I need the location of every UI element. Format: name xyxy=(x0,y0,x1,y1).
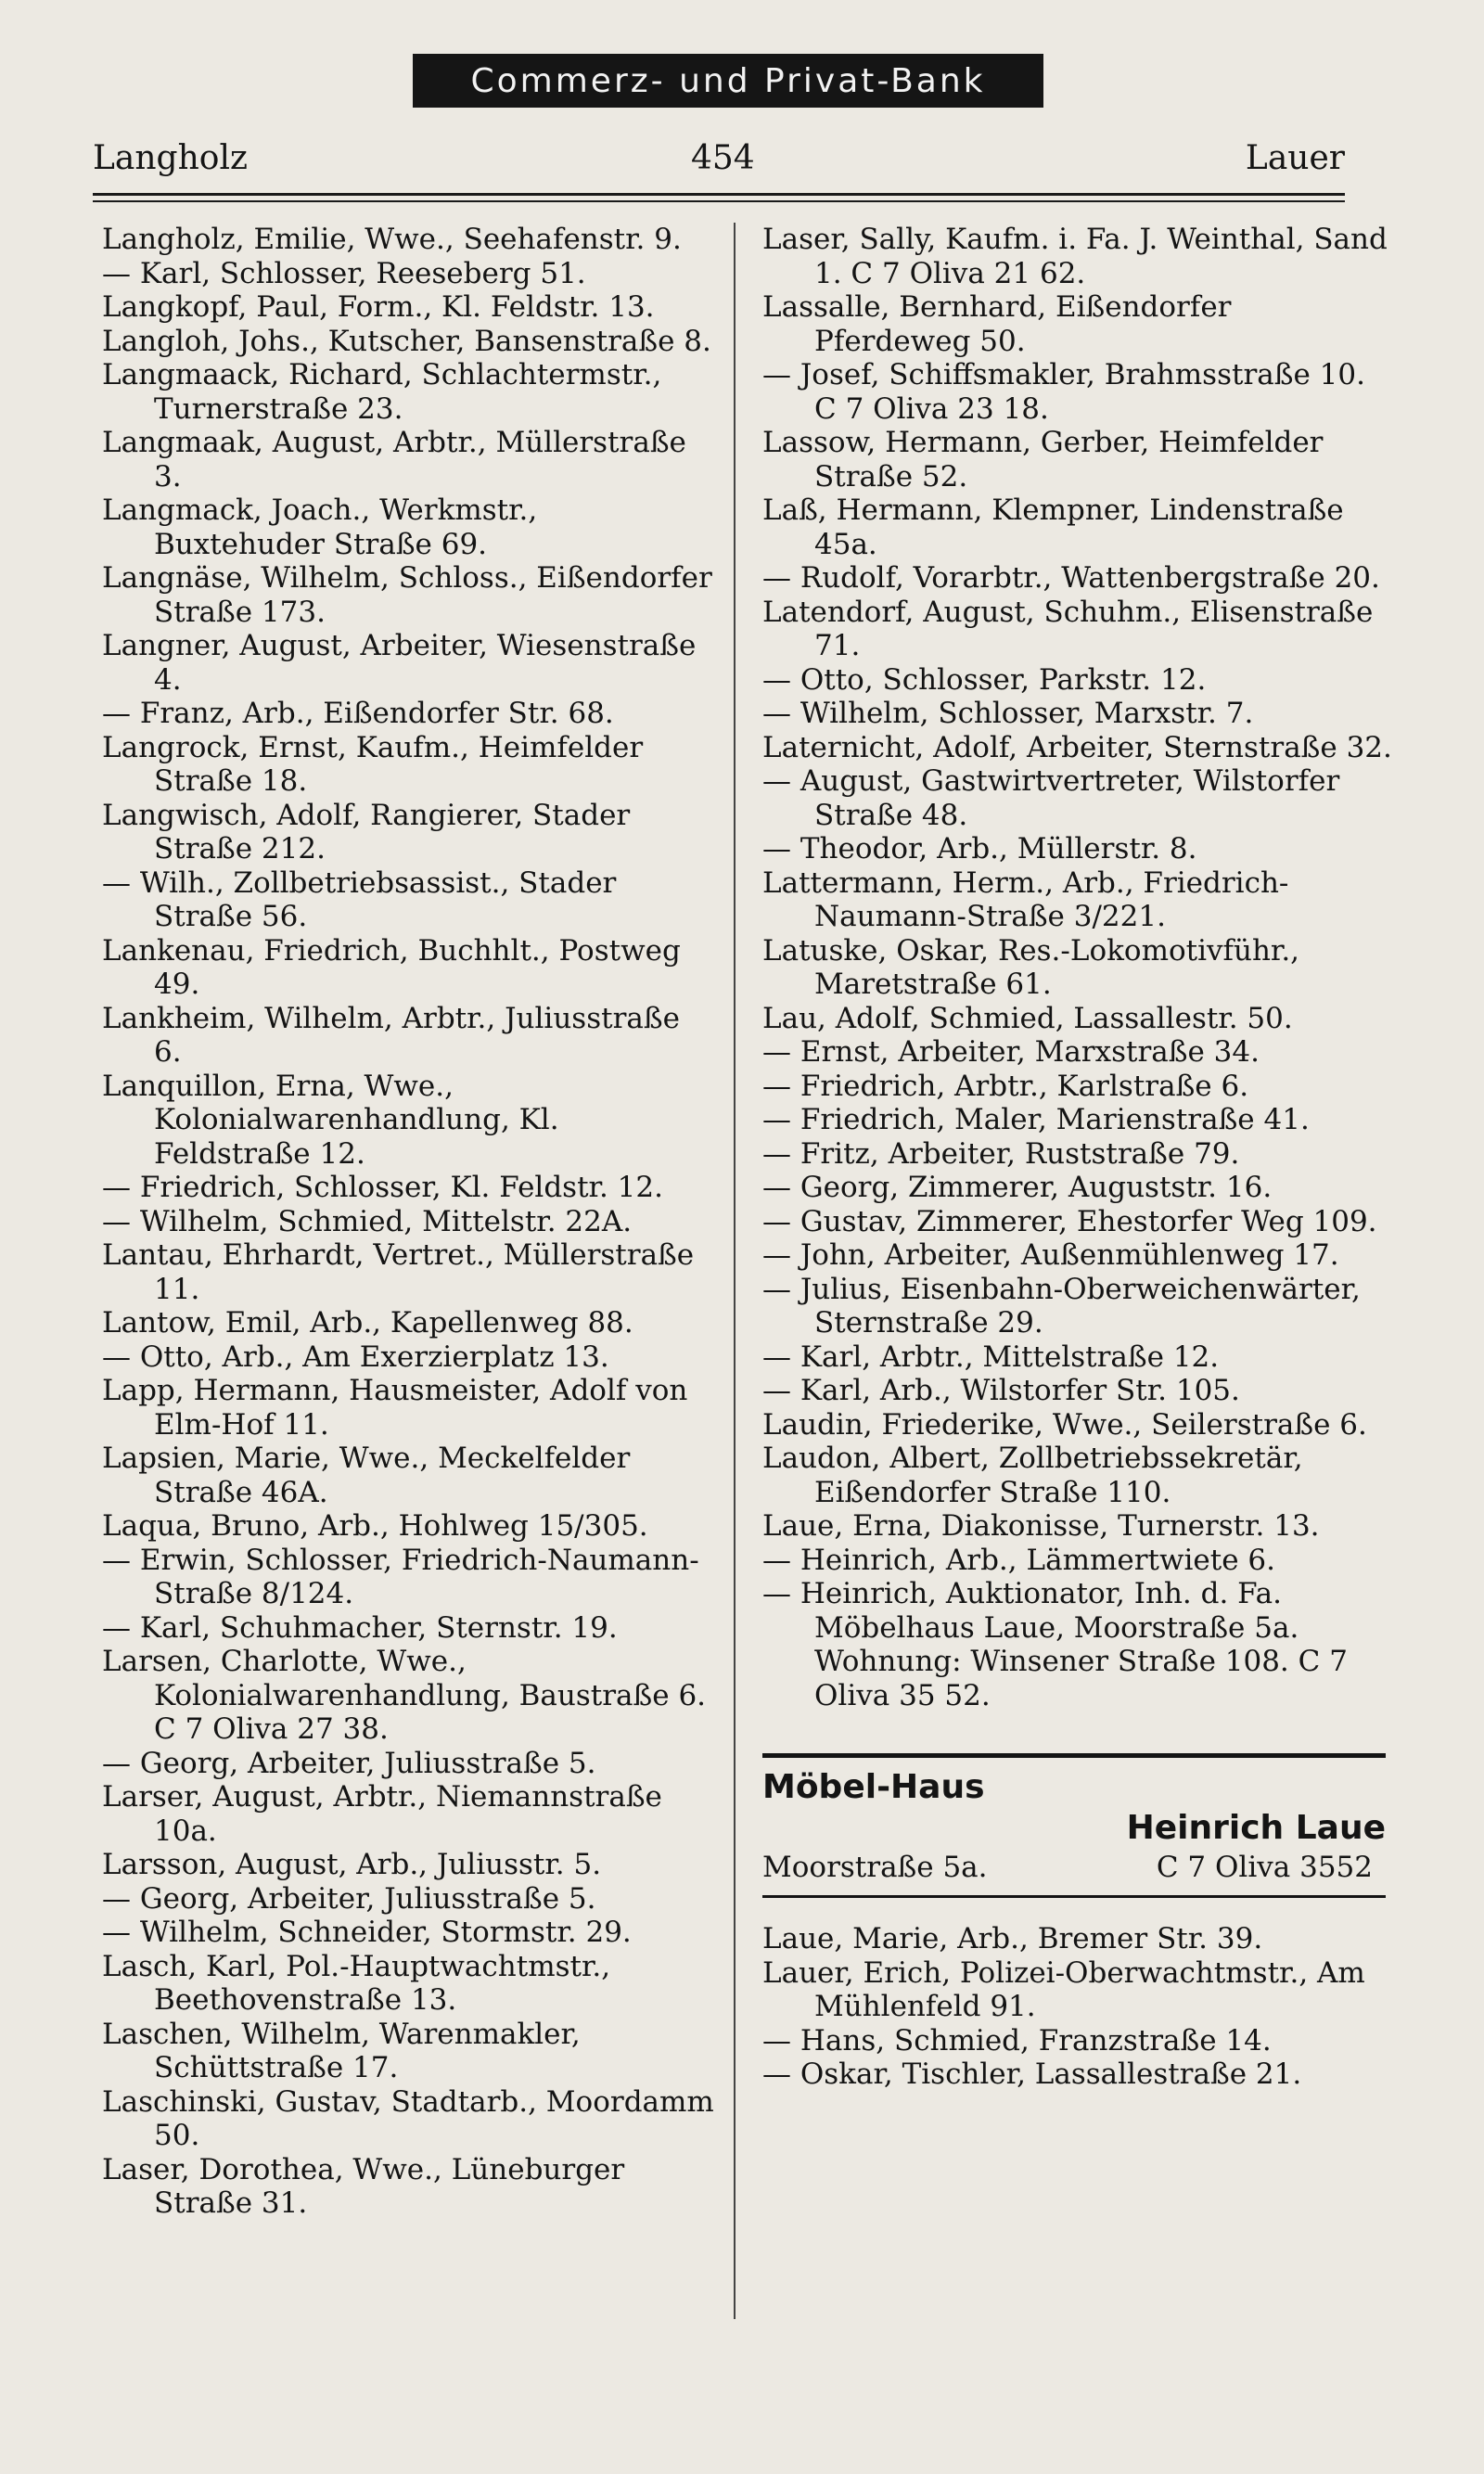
directory-entry: Laser, Sally, Kaufm. i. Fa. J. Weinthal, Sand 1. C 7 Oliva 21 62. xyxy=(762,223,1388,290)
directory-entry: Laudon, Albert, Zollbetriebssekretär, Eißendorfer Straße 110. xyxy=(762,1442,1303,1509)
directory-entry: — Friedrich, Arbtr., Karlstraße 6. xyxy=(762,1069,1249,1103)
header-rule-thin xyxy=(93,200,1345,202)
directory-entry: — August, Gastwirtvertreter, Wilstorfer Straße 48. xyxy=(762,764,1340,832)
directory-entry: Lantow, Emil, Arb., Kapellenweg 88. xyxy=(102,1306,633,1340)
directory-entry: — Otto, Arb., Am Exerzierplatz 13. xyxy=(102,1340,609,1374)
directory-entry: — Wilhelm, Schneider, Stormstr. 29. xyxy=(102,1916,632,1949)
directory-entry: — Franz, Arb., Eißendorfer Str. 68. xyxy=(102,697,614,730)
directory-entry: Lauer, Erich, Polizei-Oberwachtmstr., Am Mühlenfeld 91. xyxy=(762,1955,1365,2023)
directory-entry: Lapsien, Marie, Wwe., Meckelfelder Straße 46A. xyxy=(102,1442,631,1509)
directory-entry: Latuske, Oskar, Res.-Lokomotivführ., Maretstraße 61. xyxy=(762,933,1300,1001)
directory-entry: Langholz, Emilie, Wwe., Seehafenstr. 9. xyxy=(102,223,682,256)
directory-entry: Langner, August, Arbeiter, Wiesenstraße 4. xyxy=(102,629,697,697)
directory-entry: Larsen, Charlotte, Wwe., Kolonialwarenhandlung, Baustraße 6. C 7 Oliva 27 38. xyxy=(102,1645,707,1746)
directory-entry: — Hans, Schmied, Franzstraße 14. xyxy=(762,2023,1272,2057)
directory-entry: Lassalle, Bernhard, Eißendorfer Pferdeweg 50. xyxy=(762,290,1232,358)
directory-entry: Laue, Marie, Arb., Bremer Str. 39. xyxy=(762,1922,1263,1955)
directory-entry: Lanquillon, Erna, Wwe., Kolonialwarenhandlung, Kl. Feldstraße 12. xyxy=(102,1069,559,1171)
directory-entry: Laß, Hermann, Klempner, Lindenstraße 45a. xyxy=(762,494,1344,561)
directory-entry: — Heinrich, Auktionator, Inh. d. Fa. Möbelhaus Laue, Moorstraße 5a. Wohnung: Winsener Straße 108. C 7 Oliva 35 52. xyxy=(762,1577,1348,1712)
right-column xyxy=(762,223,1393,2092)
directory-entry: — Heinrich, Arb., Lämmertwiete 6. xyxy=(762,1543,1276,1577)
directory-entry: — Fritz, Arbeiter, Ruststraße 79. xyxy=(762,1136,1240,1171)
directory-entry: Lassow, Hermann, Gerber, Heimfelder Straße 52. xyxy=(762,426,1324,494)
directory-entry: Lantau, Ehrhardt, Vertret., Müllerstraße 11. xyxy=(102,1238,695,1306)
directory-entry: Laue, Erna, Diakonisse, Turnerstr. 13. xyxy=(762,1509,1320,1543)
left-column xyxy=(102,223,714,2221)
directory-entry: Laser, Dorothea, Wwe., Lüneburger Straße 31. xyxy=(102,2152,625,2220)
directory-entry: Laudin, Friederike, Wwe., Seilerstraße 6. xyxy=(762,1407,1367,1442)
directory-entry: Langnäse, Wilhelm, Schloss., Eißendorfer Straße 173. xyxy=(102,561,712,629)
directory-entry: — Rudolf, Vorarbtr., Wattenbergstraße 20. xyxy=(762,561,1380,595)
directory-entry: — Wilhelm, Schmied, Mittelstr. 22A. xyxy=(102,1204,633,1238)
directory-entry: Larsson, August, Arb., Juliusstr. 5. xyxy=(102,1848,602,1881)
directory-entry: Lapp, Hermann, Hausmeister, Adolf von Elm-Hof 11. xyxy=(102,1374,688,1442)
directory-entry: Lau, Adolf, Schmied, Lassallestr. 50. xyxy=(762,1001,1293,1035)
page-number: 454 xyxy=(691,139,755,177)
ad-owner-name: Heinrich Laue xyxy=(1126,1809,1386,1847)
directory-entry: Laschen, Wilhelm, Warenmakler, Schüttstraße 17. xyxy=(102,2017,581,2084)
directory-entry: Laschinski, Gustav, Stadtarb., Moordamm 50. xyxy=(102,2084,714,2152)
directory-entry: — Josef, Schiffsmakler, Brahmsstraße 10. C 7 Oliva 23 18. xyxy=(762,358,1365,426)
right-column-entries-bottom xyxy=(762,1922,1393,2092)
header-right-keyword: Lauer xyxy=(1245,139,1345,177)
directory-entry: — Erwin, Schlosser, Friedrich-Naumann-Straße 8/124. xyxy=(102,1543,699,1610)
directory-entry: Lankenau, Friedrich, Buchhlt., Postweg 49. xyxy=(102,933,681,1001)
directory-entry: — Julius, Eisenbahn-Oberweichenwärter, Sternstraße 29. xyxy=(762,1272,1361,1340)
directory-entry: Lankheim, Wilhelm, Arbtr., Juliusstraße 6. xyxy=(102,1001,680,1069)
directory-entry: Langmack, Joach., Werkmstr., Buxtehuder Straße 69. xyxy=(102,494,538,561)
column-divider xyxy=(734,223,736,2319)
directory-entry: Langwisch, Adolf, Rangierer, Stader Straße 212. xyxy=(102,798,631,865)
directory-entry: — Georg, Zimmerer, Auguststr. 16. xyxy=(762,1171,1273,1204)
directory-entry: — Oskar, Tischler, Lassallestraße 21. xyxy=(762,2057,1302,2091)
directory-entry: Langkopf, Paul, Form., Kl. Feldstr. 13. xyxy=(102,290,655,324)
directory-entry: Langloh, Johs., Kutscher, Bansenstraße 8. xyxy=(102,324,711,358)
right-column-entries-top xyxy=(762,223,1393,1712)
header-rule xyxy=(93,193,1345,196)
directory-entry: — Wilh., Zollbetriebsassist., Stader Straße 56. xyxy=(102,865,617,933)
directory-entry: — Theodor, Arb., Müllerstr. 8. xyxy=(762,832,1197,865)
directory-entry: Laternicht, Adolf, Arbeiter, Sternstraße 32. xyxy=(762,730,1392,764)
directory-entry: Lasch, Karl, Pol.-Hauptwachtmstr., Beethovenstraße 13. xyxy=(102,1949,611,2017)
directory-entry: — John, Arbeiter, Außenmühlenweg 17. xyxy=(762,1238,1339,1272)
furniture-store-advertisement xyxy=(762,1753,1386,1898)
directory-entry: — Georg, Arbeiter, Juliusstraße 5. xyxy=(102,1881,596,1916)
header-left-keyword: Langholz xyxy=(93,139,248,177)
running-head xyxy=(93,139,1345,186)
directory-entry: Latendorf, August, Schuhm., Elisenstraße 71. xyxy=(762,595,1374,662)
directory-entry: — Friedrich, Maler, Marienstraße 41. xyxy=(762,1103,1310,1136)
directory-entry: Larser, August, Arbtr., Niemannstraße 10a. xyxy=(102,1780,662,1848)
directory-entry: — Karl, Arb., Wilstorfer Str. 105. xyxy=(762,1374,1240,1407)
directory-entry: Langrock, Ernst, Kaufm., Heimfelder Straße 18. xyxy=(102,730,644,798)
directory-entry: Laqua, Bruno, Arb., Hohlweg 15/305. xyxy=(102,1509,648,1543)
directory-entry: — Karl, Arbtr., Mittelstraße 12. xyxy=(762,1340,1220,1374)
ad-phone: C 7 Oliva 3552 xyxy=(1156,1851,1373,1884)
directory-entry: Langmaak, August, Arbtr., Müllerstraße 3. xyxy=(102,426,686,494)
directory-entry: — Georg, Arbeiter, Juliusstraße 5. xyxy=(102,1746,596,1780)
directory-entry: Langmaack, Richard, Schlachtermstr., Turnerstraße 23. xyxy=(102,358,662,426)
directory-entry: — Otto, Schlosser, Parkstr. 12. xyxy=(762,662,1207,697)
directory-entry: — Gustav, Zimmerer, Ehestorfer Weg 109. xyxy=(762,1204,1377,1238)
ad-store-type: Möbel-Haus xyxy=(762,1768,985,1806)
directory-entry: — Karl, Schlosser, Reeseberg 51. xyxy=(102,256,586,290)
directory-entry: — Karl, Schuhmacher, Sternstr. 19. xyxy=(102,1610,618,1645)
directory-entry: — Wilhelm, Schlosser, Marxstr. 7. xyxy=(762,697,1254,730)
directory-entry: — Friedrich, Schlosser, Kl. Feldstr. 12. xyxy=(102,1171,663,1204)
directory-entry: — Ernst, Arbeiter, Marxstraße 34. xyxy=(762,1035,1260,1069)
ad-address: Moorstraße 5a. xyxy=(762,1851,988,1884)
directory-entry: Lattermann, Herm., Arb., Friedrich-Naumann-Straße 3/221. xyxy=(762,865,1289,933)
bank-banner: Commerz- und Privat-Bank xyxy=(413,54,1043,108)
